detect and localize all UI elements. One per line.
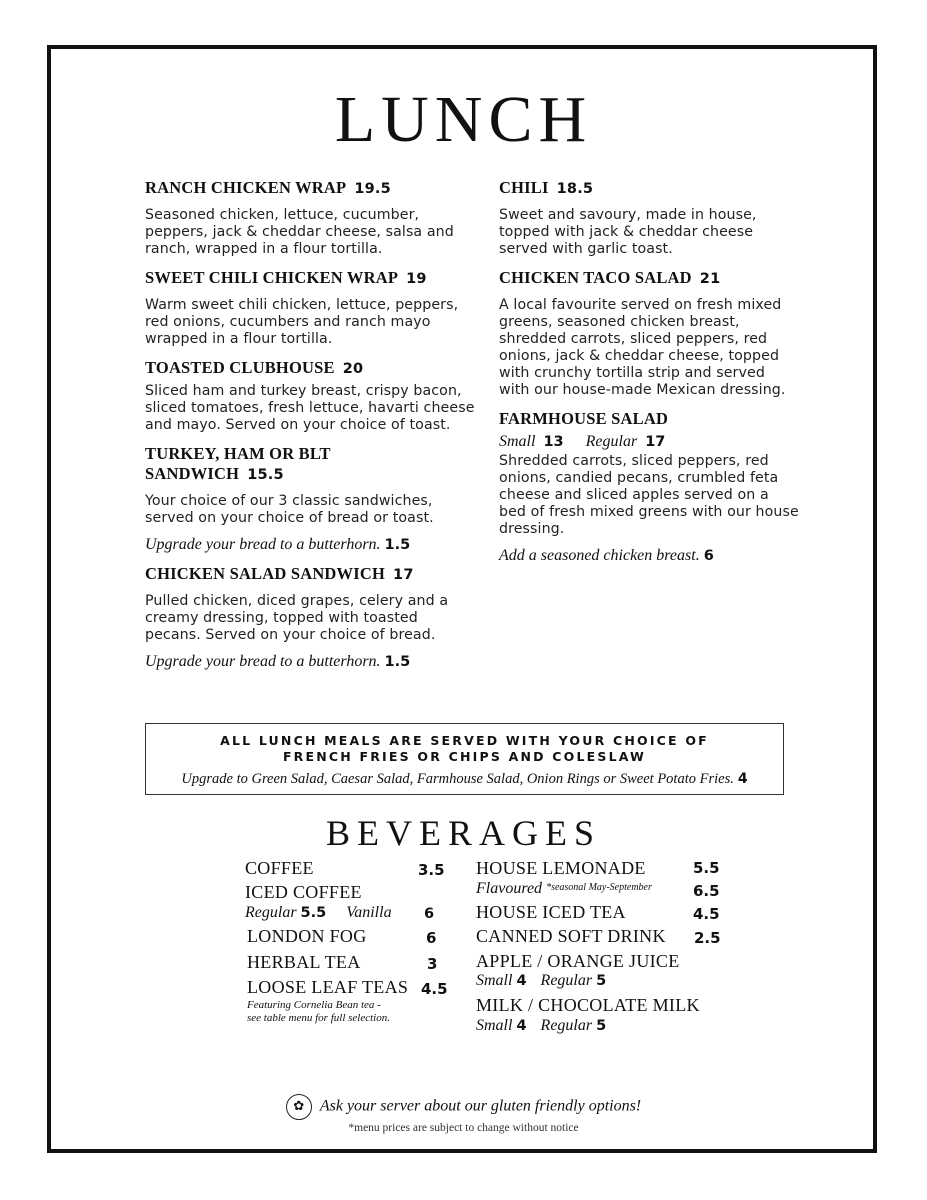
item-description: Sliced ham and turkey breast, crispy bacon, sliced tomatoes, fresh lettuce, havarti cheese and mayo. Served on your choice of toast. [145,383,475,433]
item-name: RANCH CHICKEN WRAP [145,178,347,197]
bev-item [476,902,726,926]
item-description: A local favourite served on fresh mixed greens, seasoned chicken breast, shredded carrots, sliced peppers, red onions, jack & cheddar cheese, topped with crunchy tortilla strip and served with our house-made Mexican dressing. [499,297,786,398]
gluten-note: Ask your server about our gluten friendly options! [319,1097,642,1115]
price-disclaimer: *menu prices are subject to change without notice [348,1122,579,1134]
beverages-title: BEVERAGES [325,813,601,853]
bev-name: HOUSE LEMONADE [476,858,646,878]
size-regular-price: 17 [645,434,666,450]
upgrade-price: 6 [703,548,714,564]
size-regular-price: 5 [596,1018,607,1034]
bev-name: HOUSE ICED TEA [476,902,626,922]
wheat-icon: ✿ [286,1094,312,1120]
size-regular-label: Regular [245,904,297,921]
item-description: Sweet and savoury, made in house, topped with jack & cheddar cheese served with garlic toast. [499,207,757,257]
size-small-price: 4 [516,1018,527,1034]
footer [0,1094,927,1134]
upgrade-text: Add a seasoned chicken breast. [499,547,700,564]
bev-item [245,858,445,882]
item-price: 17 [393,567,414,583]
bev-price: 5.5 [693,859,720,877]
size-regular-label: Regular [540,972,593,989]
bev-item [245,882,445,904]
notice-upgrade-price: 4 [737,771,748,787]
item-description: Pulled chicken, diced grapes, celery and a creamy dressing, topped with toasted pecans. Served on your choice of bread. [145,593,449,643]
menu-item [145,178,475,258]
item-price: 19 [406,271,427,287]
item-description: Seasoned chicken, lettuce, cucumber, peppers, jack & cheddar cheese, salsa and ranch, wrapped in a flour tortilla. [145,207,454,257]
menu-item [499,409,799,565]
menu-item [499,178,799,258]
bev-size-row [476,1017,726,1039]
size-vanilla-label: Vanilla [346,904,392,921]
beverages-left [245,858,448,1025]
sides-notice-box [145,723,784,795]
bev-note: see table menu for full selection. [247,1012,390,1024]
size-small-price: 13 [543,434,564,450]
bev-price: 2.5 [694,929,721,947]
size-regular-price: 5 [596,973,607,989]
bev-size-row [245,904,445,926]
size-small-price: 4 [516,973,527,989]
item-name-line2: SANDWICH [145,464,240,483]
right-column [499,178,799,575]
size-small-label: Small [476,972,513,989]
size-small-label: Small [476,1017,513,1034]
bev-item [245,952,445,977]
item-name: CHICKEN SALAD SANDWICH [145,564,386,583]
bev-size-row [476,972,726,995]
notice-upgrade: Upgrade to Green Salad, Caesar Salad, Farmhouse Salad, Onion Rings or Sweet Potato Fries. [181,771,734,787]
bev-name: LONDON FOG [247,926,367,946]
bev-name: MILK / CHOCOLATE MILK [476,995,700,1015]
bev-name: HERBAL TEA [247,952,361,972]
left-column [145,178,475,681]
upgrade-price: 1.5 [384,654,411,670]
page-title: LUNCH [334,83,593,156]
menu-item [499,268,799,399]
upgrade-price: 1.5 [384,537,411,553]
bev-name: COFFEE [245,858,314,878]
bev-price: 4.5 [421,980,448,998]
notice-line-1: ALL LUNCH MEALS ARE SERVED WITH YOUR CHOICE OF [220,733,709,748]
upgrade-text: Upgrade your bread to a butterhorn. [145,536,381,553]
size-regular-label: Regular [585,433,638,450]
item-price: 18.5 [556,181,594,197]
bev-name: ICED COFFEE [245,882,362,902]
menu-item [145,444,475,554]
size-vanilla-price: 6 [424,906,435,922]
bev-name: Flavoured [476,880,543,897]
bev-price: 6 [426,929,437,947]
bev-note: *seasonal May-September [546,882,652,893]
bev-note: Featuring Cornelia Bean tea - [247,999,381,1011]
item-name-line1: TURKEY, HAM OR BLT [145,444,331,463]
size-regular-label: Regular [540,1017,593,1034]
item-name: TOASTED CLUBHOUSE [145,358,335,377]
item-price: 19.5 [354,181,391,197]
upgrade-text: Upgrade your bread to a butterhorn. [145,653,381,670]
bev-name: CANNED SOFT DRINK [476,926,666,946]
item-name: FARMHOUSE SALAD [499,409,669,428]
bev-item [476,926,726,951]
bev-item [476,995,726,1017]
item-description: Your choice of our 3 classic sandwiches, served on your choice of bread or toast. [145,493,434,526]
size-small-label: Small [499,433,536,450]
bev-price: 6.5 [693,882,720,900]
item-description: Warm sweet chili chicken, lettuce, peppers, red onions, cucumbers and ranch mayo wrapped in a flour tortilla. [145,297,459,347]
item-price: 15.5 [247,467,284,483]
notice-line-2: FRENCH FRIES OR CHIPS AND COLESLAW [282,749,647,764]
item-price: 21 [699,271,721,287]
bev-item [476,880,726,902]
item-description: Shredded carrots, sliced peppers, red onions, candied pecans, crumbled feta cheese and sliced apples served on a bed of fresh mixed greens with our house dressing. [499,453,799,537]
beverages-right [476,858,726,1039]
bev-item [476,858,726,880]
menu-item [145,358,475,434]
item-price: 20 [342,361,364,377]
item-name: CHILI [499,178,549,197]
bev-item [476,951,726,972]
menu-item [145,564,475,671]
item-name: SWEET CHILI CHICKEN WRAP [145,268,399,287]
bev-name: APPLE / ORANGE JUICE [476,951,680,971]
bev-price: 4.5 [693,905,720,923]
bev-price: 3.5 [418,861,445,879]
menu-item [145,268,475,348]
bev-price: 3 [427,955,438,973]
bev-item [245,926,445,952]
bev-item [245,977,448,999]
size-regular-price: 5.5 [300,905,327,921]
item-name: CHICKEN TACO SALAD [499,268,692,287]
bev-name: LOOSE LEAF TEAS [247,977,409,997]
